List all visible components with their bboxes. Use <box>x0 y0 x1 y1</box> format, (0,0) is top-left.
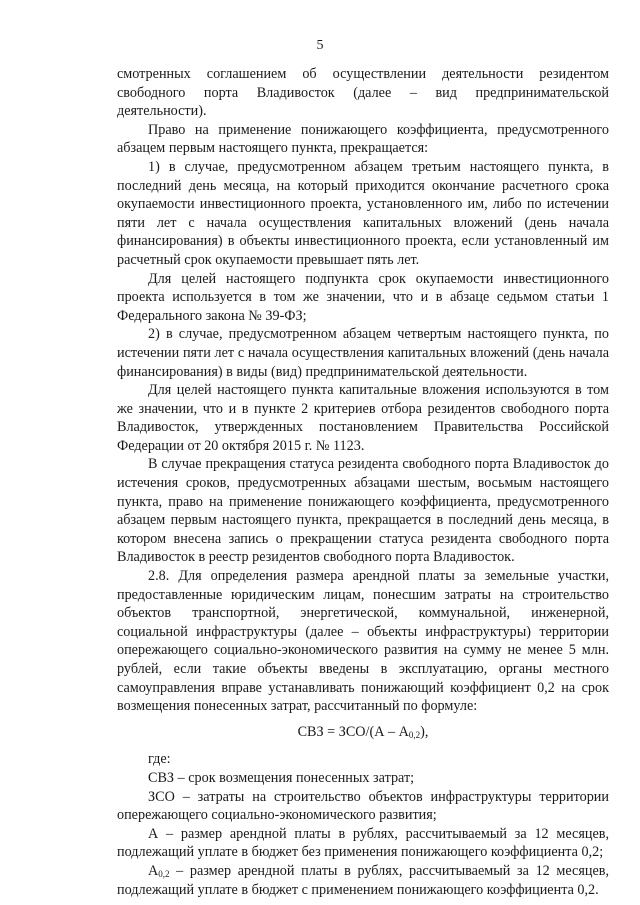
definition-a02-subscript: 0,2 <box>158 868 170 879</box>
formula <box>117 723 609 742</box>
paragraph-1: смотренных соглашением об осуществлении деятельности резидентом свободного порта Владивосток (далее – вид предпринимательской деятельности). <box>117 66 609 120</box>
document-body <box>117 65 609 899</box>
paragraph-5: 2) в случае, предусмотренном абзацем четвертым настоящего пункта, по истечении пяти лет с начала осуществления капитальных вложений (день начала финансирования) в виды (вид) предпринимательской деятельности. <box>117 326 609 380</box>
formula-tail: ), <box>420 723 429 740</box>
formula-main: СВЗ = ЗСО/(А – А <box>297 723 409 740</box>
definition-a02-text: – размер арендной платы в рублях, рассчитываемый за 12 месяцев, подлежащий уплате в бюджет с применением понижающего коэффициента 0,2. <box>117 862 609 898</box>
paragraph-6: Для целей настоящего пункта капитальные вложения используются в том же значении, что и в пункте 2 критериев отбора резидентов свободного порта Владивосток, утвержденных постановлением Правительства Российской Федерации от 20 октября 2015 г. № 1123. <box>117 382 609 454</box>
definition-a: А – размер арендной платы в рублях, рассчитываемый за 12 месяцев, подлежащий уплате в бюджет без применения понижающего коэффициента 0,2; <box>117 825 609 861</box>
paragraph-2: Право на применение понижающего коэффициента, предусмотренного абзацем первым настоящего пункта, прекращается: <box>117 121 609 157</box>
paragraph-3: 1) в случае, предусмотренном абзацем третьим настоящего пункта, в последний день месяца, на который приходится окончание расчетного срока окупаемости инвестиционного проекта, установленного им, либо по истечении пяти лет с начала осуществления капитальных вложений (день начала финансирования) в объекты инвестиционного проекта, если установленный им расчетный срок окупаемости превышает пять лет. <box>117 158 609 268</box>
formula-subscript: 0,2 <box>408 729 421 740</box>
definition-svz: СВЗ – срок возмещения понесенных затрат; <box>148 769 415 786</box>
where-label: где: <box>148 751 171 768</box>
definition-zso: ЗСО – затраты на строительство объектов инфраструктуры территории опережающего социально-экономического развития; <box>117 788 609 824</box>
definition-a02-symbol: А <box>148 862 159 879</box>
paragraph-7: В случае прекращения статуса резидента свободного порта Владивосток до истечения сроков, предусмотренных абзацами шестым, восьмым настоящего пункта, право на применение понижающего коэффициента, предусмотренного абзацем первым настоящего пункта, прекращается в последний день месяца, в котором внесена запись о прекращении статуса резидента свободного порта Владивосток в реестр резидентов свободного порта Владивосток. <box>117 456 609 566</box>
page-number: 5 <box>316 38 324 53</box>
definition-a02 <box>117 862 609 899</box>
paragraph-8: 2.8. Для определения размера арендной платы за земельные участки, предоставленные юридическим лицам, понесшим затраты на строительство объектов транспортной, энергетической, коммунальной, инженерной, социальной инфраструктуры (далее – объекты инфраструктуры) территории опережающего социально-экономического развития на сумму не менее 5 млн. рублей, если такие объекты введены в эксплуатацию, органы местного самоуправления вправе устанавливать понижающий коэффициент 0,2 на срок возмещения понесенных затрат, рассчитанный по формуле: <box>117 568 609 715</box>
paragraph-4: Для целей настоящего подпункта срок окупаемости инвестиционного проекта используется в том же значении, что и в абзаце седьмом статьи 1 Федерального закона № 39-ФЗ; <box>117 270 609 324</box>
